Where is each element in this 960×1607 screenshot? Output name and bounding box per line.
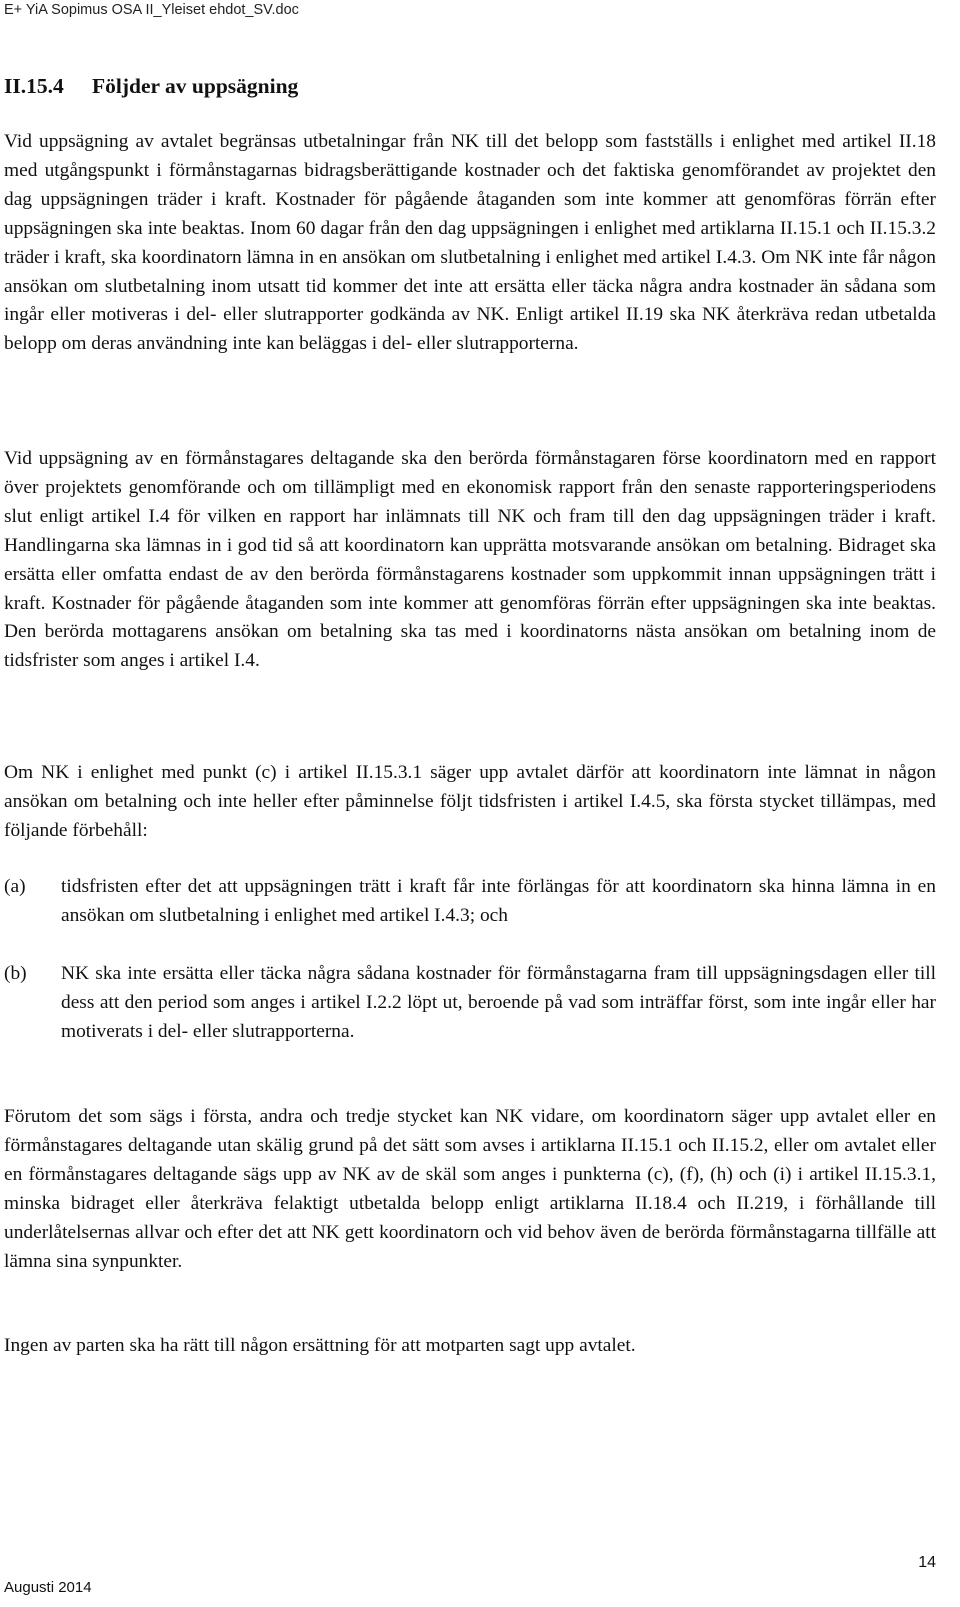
section-title: Följder av uppsägning (92, 74, 299, 98)
page-number: 14 (918, 1554, 936, 1571)
section-heading (4, 74, 298, 99)
list-item-a (4, 873, 936, 931)
paragraph-beneficiary-termination: Vid uppsägning av en förmånstagares deltagande ska den berörda förmånstagaren förse koordinatorn med en rapport över projektets genomförande och om tillämpligt med en ekonomisk rapport från den senaste rapporteringsperiodens slut enligt artikel I.4 för vilken en rapport har inlämnats till NK och fram till den dag uppsägningen träder i kraft. Handlingarna ska lämnas in i god tid så att koordinatorn kan upprätta motsvarande ansökan om betalning. Bidraget ska ersätta eller omfatta endast de av den berörda förmånstagarens kostnader som uppkommit innan uppsägningen trätt i kraft. Kostnader för pågående åtaganden som inte kommer att genomföras förrän efter uppsägningen ska inte beaktas. Den berörda mottagarens ansökan om betalning ska tas med i koordinatorns nästa ansökan om betalning inom de tidsfrister som anges i artikel I.4. (4, 448, 936, 672)
paragraph-termination-effects: Vid uppsägning av avtalet begränsas utbetalningar från NK till det belopp som fastställs i enlighet med artikel II.18 med utgångspunkt i förmånstagarnas bidragsberättigande kostnader och det faktiska genomförandet av projektet den dag uppsägningen träder i kraft. Kostnader för pågående åtaganden som inte kommer att genomföras förrän efter uppsägningen ska inte beaktas. Inom 60 dagar från den dag uppsägningen i enlighet med artiklarna II.15.1 och II.15.3.2 träder i kraft, ska koordinatorn lämna in en ansökan om slutbetalning i enlighet med artikel I.4.3. Om NK inte får någon ansökan om slutbetalning inom utsatt tid kommer det inte att ersätta eller täcka några andra kostnader än sådana som ingår eller motiveras i del- eller slutrapporter godkända av NK. Enligt artikel II.19 ska NK återkräva redan utbetalda belopp om deras användning inte kan beläggas i del- eller slutrapporterna. (4, 131, 936, 355)
paragraph-coordinator-no-payment-request: Om NK i enlighet med punkt (c) i artikel II.15.3.1 säger upp avtalet därför att koordinatorn inte lämnat in någon ansökan om betalning och inte heller efter påminnelse följt tidsfristen i artikel I.4.5, ska första stycket tillämpas, med följande förbehåll: (4, 762, 936, 841)
list-marker: (b) (4, 963, 27, 984)
list-item-text: NK ska inte ersätta eller täcka några sådana kostnader för förmånstagarna fram till uppsägningsdagen eller till dess att den period som anges i artikel I.2.2 löpt ut, beroende på vad som inträffar först, som inte ingår eller har motiverats i del- eller slutrapporterna. (61, 963, 936, 1042)
list-item-b (4, 960, 936, 1047)
document-header-filename: E+ YiA Sopimus OSA II_Yleiset ehdot_SV.doc (4, 2, 299, 18)
footer-date: Augusti 2014 (4, 1579, 92, 1596)
paragraph-grant-reduction: Förutom det som sägs i första, andra och tredje stycket kan NK vidare, om koordinatorn säger upp avtalet eller en förmånstagares deltagande utan skälig grund på det sätt som avses i artiklarna II.15.1 och II.15.2, eller om avtalet eller en förmånstagares deltagande sägs upp av NK av de skäl som anges i punkterna (c), (f), (h) och (i) i artikel II.15.3.1, minska bidraget eller återkräva felaktigt utbetalda belopp enligt artiklarna II.18.4 och II.219, i förhållande till underlåtelsernas allvar och efter det att NK gett koordinatorn och vid behov även de berörda förmånstagarna tillfälle att lämna sina synpunkter. (4, 1106, 936, 1272)
list-marker: (a) (4, 876, 26, 897)
section-number: II.15.4 (4, 74, 64, 98)
paragraph-no-compensation: Ingen av parten ska ha rätt till någon ersättning för att motparten sagt upp avtalet. (4, 1335, 636, 1356)
list-item-text: tidsfristen efter det att uppsägningen trätt i kraft får inte förlängas för att koordinatorn ska hinna lämna in en ansökan om slutbetalning i enlighet med artikel I.4.3; och (61, 876, 936, 926)
